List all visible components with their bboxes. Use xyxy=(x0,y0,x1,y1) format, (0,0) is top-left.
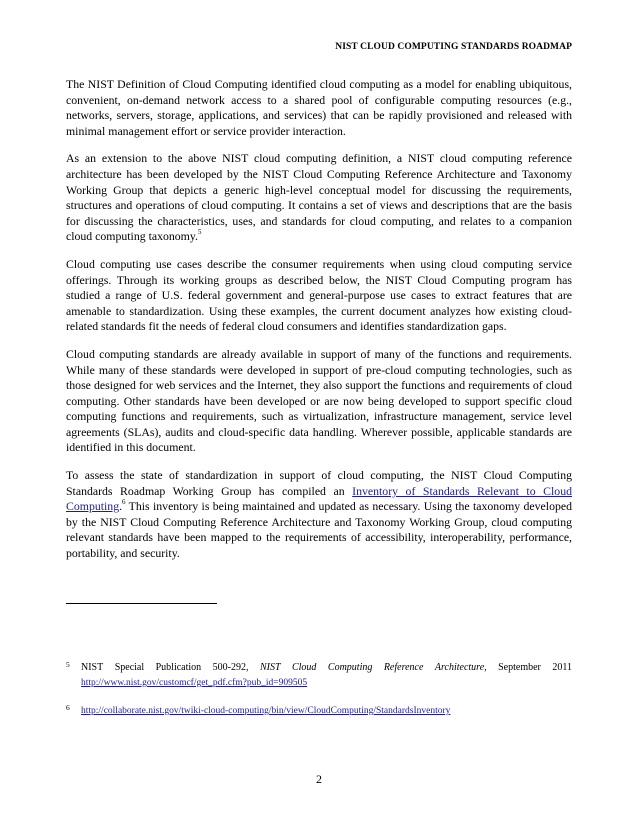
body-text xyxy=(66,77,572,574)
paragraph-inventory: To assess the state of standardization in support of cloud computing, the NIST Cloud Computing Standards Roadmap Working Group has compiled an Inventory of Standards Relevant to Cloud Computing.$^6$ This inventory is being maintained and updated as necessary. Using the taxonomy developed by the NIST Cloud Computing Reference Architecture and Taxonomy Working Group, cloud computing relevant standards have been mapped to the requirements of accessibility, interoperability, performance, portability, and security. xyxy=(66,468,572,561)
paragraph-use-cases: Cloud computing use cases describe the consumer requirements when using cloud computing service offerings. Through its working groups as described below, the NIST Cloud Computing program has studied a range of U.S. federal government and general-purpose use cases to extract features that are amenable to standardization. Using these examples, the current document analyzes how existing cloud-related standards fit the needs of federal cloud consumers and identifies standardization gaps. xyxy=(66,256,572,334)
footnote-6-link[interactable]: http://collaborate.nist.gov/twiki-cloud-computing/bin/view/CloudComputing/StandardsInventory xyxy=(81,706,451,716)
paragraph-standards: Cloud computing standards are already available in support of many of the functions and requirements. While many of these standards were developed in support of pre-cloud computing technologies, such as those designed for web services and the Internet, they also support the functions and requirements of cloud computing. Other standards have been developed or are now being developed to support specific cloud computing functions and requirements, such as virtualization, infrastructure management, service level agreements (SLAs), audits and cloud-specific data handling. Wherever possible, applicable standards are identified in this document. xyxy=(66,346,572,455)
footnote-number: 6 xyxy=(66,703,70,712)
footnote-ref-6[interactable]: 6 xyxy=(122,498,126,507)
paragraph-definition: The NIST Definition of Cloud Computing identified cloud computing as a model for enabling ubiquitous, convenient, on-demand network access to a shared pool of configurable computing resources (e.g., networks, servers, storage, applications, and services) that can be rapidly provisioned and released with minimal management effort or service provider interaction. xyxy=(66,77,572,138)
footnote-5-citation: NIST Special Publication 500-292, NIST Cloud Computing Reference Architecture, September 2011 xyxy=(81,662,572,673)
footnotes xyxy=(66,660,572,731)
footnote-number: 5 xyxy=(66,660,70,669)
footnote-5-link[interactable]: http://www.nist.gov/customcf/get_pdf.cfm?pub_id=909505 xyxy=(81,678,308,688)
inventory-link[interactable]: Inventory of Standards Relevant to Cloud Computing xyxy=(66,483,572,514)
running-header: NIST CLOUD COMPUTING STANDARDS ROADMAP xyxy=(335,42,572,52)
paragraph-text: This inventory is being maintained and updated as necessary. Using the taxonomy developed by the NIST Cloud Computing Reference Architecture and Taxonomy Working Group, cloud computing relevant standards have been mapped to the requirements of accessibility, interoperability, performance, portability, and security. xyxy=(66,499,572,561)
footnote-ref-5[interactable]: 5 xyxy=(197,228,202,237)
paragraph-reference-architecture xyxy=(66,151,572,245)
footnote-separator xyxy=(66,603,217,604)
footnote-5 xyxy=(66,660,572,691)
paragraph-text: As an extension to the above NIST cloud computing definition, a NIST cloud computing reference architecture has been developed by the NIST Cloud Computing Reference Architecture and Taxonomy Working Group that depicts a generic high-level conceptual model for discussing the requirements, structures and operations of cloud computing. It contains a set of views and descriptions that are the basis for discussing the characteristics, uses, and standards for cloud computing, and relates to a companion cloud computing taxonomy. xyxy=(66,151,572,244)
paragraph-text: To assess the state of standardization in support of cloud computing, the NIST Cloud Computing Standards Roadmap Working Group has compiled an xyxy=(66,468,572,498)
page-number: 2 xyxy=(316,772,322,786)
footnote-6 xyxy=(66,703,572,719)
